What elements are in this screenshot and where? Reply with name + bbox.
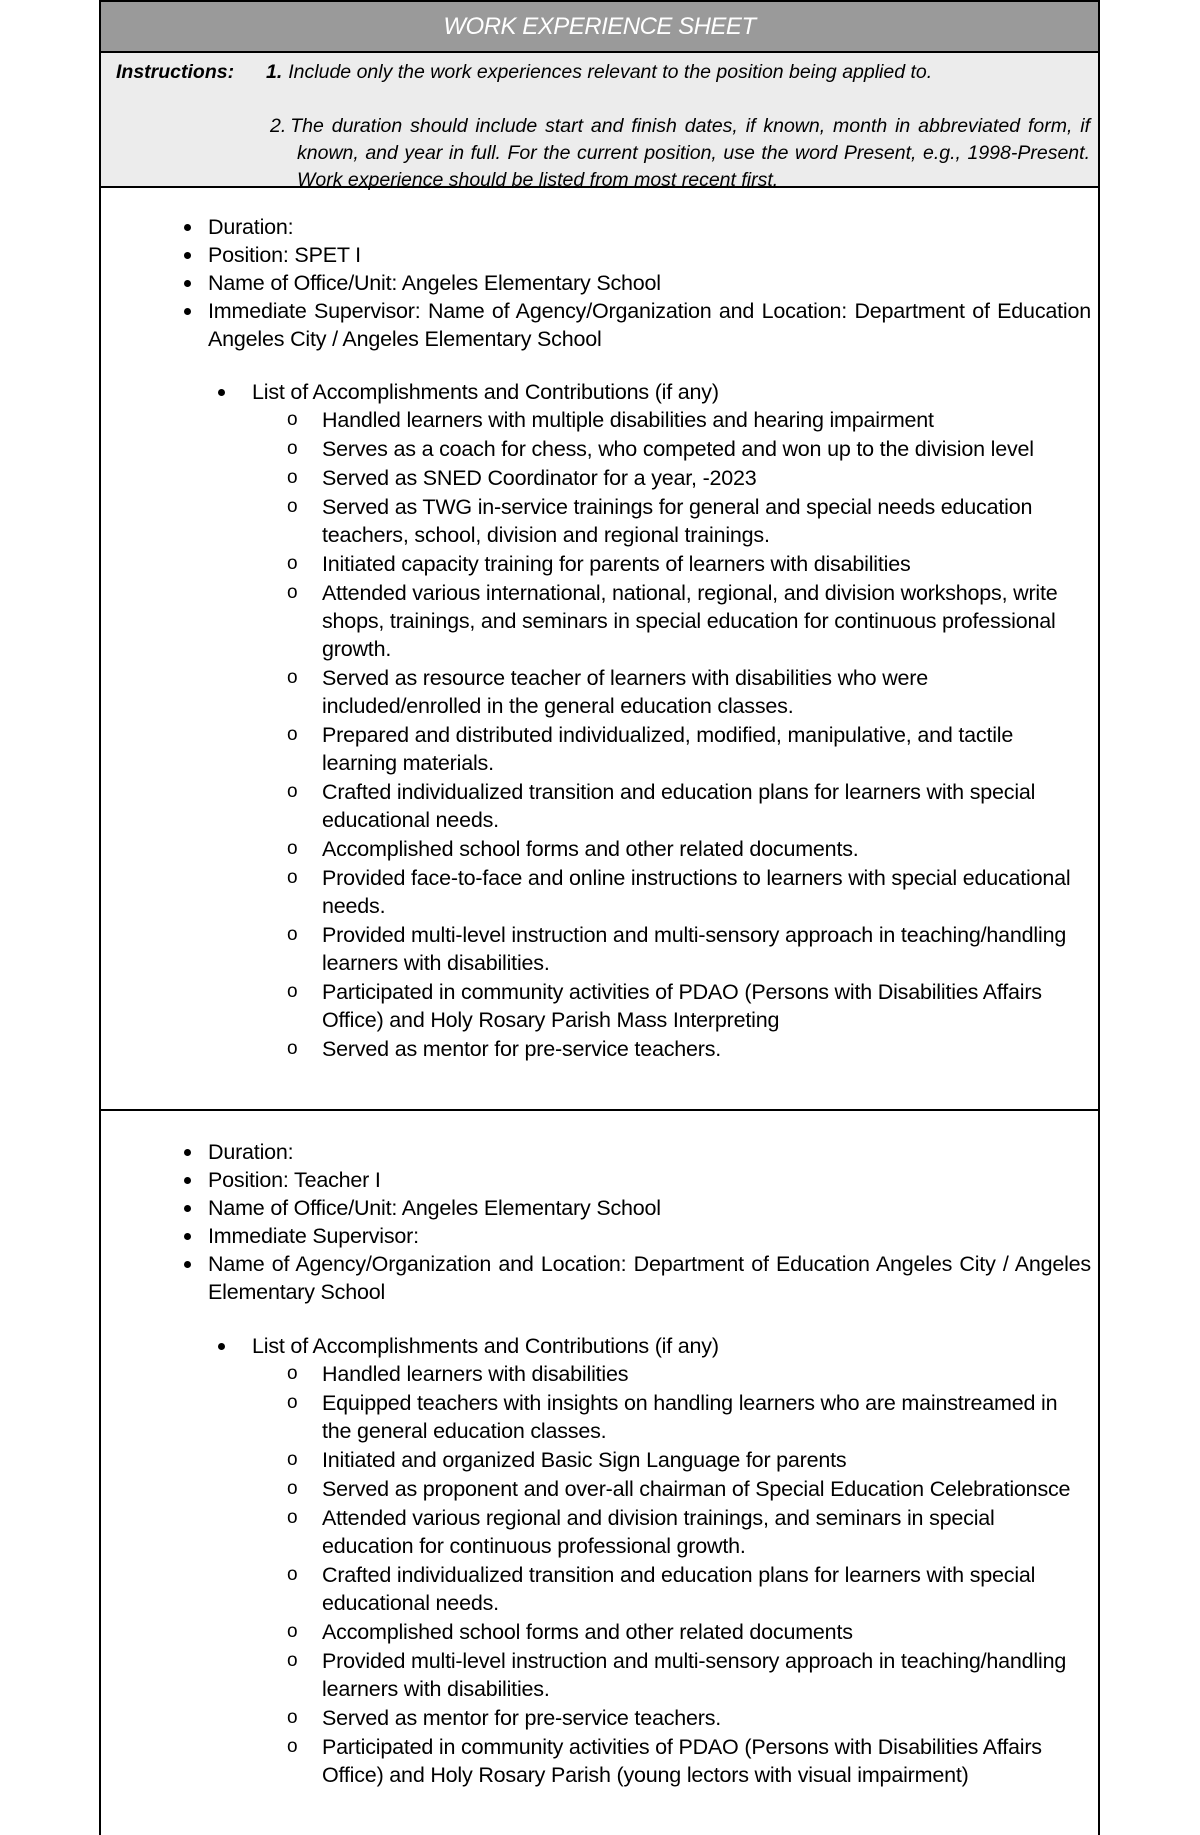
list-item: o Participated in community activities of PDAO (Persons with Disabilities Affairs Office) and Holy Rosary Parish Mass Interpreting: [101, 978, 1101, 1034]
list-item: o Served as TWG in-service trainings for general and special needs education teachers, school, division and regional trainings.: [101, 493, 1101, 549]
instructions-label: Instructions:: [116, 61, 235, 83]
list-item: o Served as mentor for pre-service teachers.: [101, 1704, 1101, 1732]
instruction-2-number: 2.: [270, 115, 287, 137]
list-item: o Initiated capacity training for parents of learners with disabilities: [101, 550, 1101, 578]
list-item: o Served as proponent and over-all chairman of Special Education Celebrationsce: [101, 1475, 1101, 1503]
instruction-item-1: [266, 61, 932, 84]
entry-2-accomplishment-list: [101, 1360, 1101, 1789]
list-item: o Served as resource teacher of learners with disabilities who were included/enrolled in the general education classes.: [101, 664, 1101, 720]
entry-1-accomplishments-label: List of Accomplishments and Contributions (if any): [101, 378, 1101, 406]
work-entry-1: [101, 188, 1098, 1111]
list-item: o Provided multi-level instruction and multi-sensory approach in teaching/handling learners with disabilities.: [101, 1647, 1101, 1703]
instruction-1-number: 1.: [266, 61, 283, 83]
entry-2-duration: Duration:: [101, 1138, 1101, 1166]
entry-1-supervisor-agency: Immediate Supervisor: Name of Agency/Organization and Location: Department of Education Angeles City / Angeles Elementary School: [101, 297, 1101, 353]
list-item: o Serves as a coach for chess, who competed and won up to the division level: [101, 435, 1101, 463]
sheet-title: WORK EXPERIENCE SHEET: [101, 2, 1098, 53]
entry-1-details: [101, 213, 1101, 353]
instructions-box: [101, 53, 1098, 191]
entry-2-accomplishments-label: List of Accomplishments and Contributions (if any): [101, 1332, 1101, 1360]
list-item: o Attended various international, national, regional, and division workshops, write shops, trainings, and seminars in special education for continuous professional growth.: [101, 579, 1101, 663]
list-item: o Crafted individualized transition and education plans for learners with special educational needs.: [101, 1561, 1101, 1617]
entry-1-position: Position: SPET I: [101, 241, 1101, 269]
list-item: o Participated in community activities of PDAO (Persons with Disabilities Affairs Office) and Holy Rosary Parish (young lectors with visual impairment): [101, 1733, 1101, 1789]
entry-1-accomplishment-list: [101, 406, 1101, 1063]
instruction-item-2: [270, 113, 1090, 194]
entry-1-duration: Duration:: [101, 213, 1101, 241]
list-item: o Served as SNED Coordinator for a year, -2023: [101, 464, 1101, 492]
list-item: o Prepared and distributed individualized, modified, manipulative, and tactile learning materials.: [101, 721, 1101, 777]
list-item: o Provided multi-level instruction and multi-sensory approach in teaching/handling learners with disabilities.: [101, 921, 1101, 977]
list-item: o Handled learners with disabilities: [101, 1360, 1101, 1388]
list-item: o Equipped teachers with insights on handling learners who are mainstreamed in the general education classes.: [101, 1389, 1101, 1445]
entry-2-details: [101, 1138, 1101, 1306]
list-item: o Attended various regional and division trainings, and seminars in special education for continuous professional growth.: [101, 1504, 1101, 1560]
list-item: o Crafted individualized transition and education plans for learners with special educational needs.: [101, 778, 1101, 834]
entry-2-position: Position: Teacher I: [101, 1166, 1101, 1194]
entry-1-office: Name of Office/Unit: Angeles Elementary School: [101, 269, 1101, 297]
entry-1-accomplishments: [101, 378, 1101, 1064]
instruction-1-text: Include only the work experiences relevant to the position being applied to.: [288, 61, 933, 83]
list-item: o Accomplished school forms and other related documents: [101, 1618, 1101, 1646]
list-item: o Provided face-to-face and online instructions to learners with special educational needs.: [101, 864, 1101, 920]
work-entry-2: [101, 1111, 1098, 1831]
list-item: o Handled learners with multiple disabilities and hearing impairment: [101, 406, 1101, 434]
work-experience-sheet: [99, 0, 1100, 1835]
list-item: o Initiated and organized Basic Sign Language for parents: [101, 1446, 1101, 1474]
entry-2-accomplishments: [101, 1332, 1101, 1790]
entry-2-agency: Name of Agency/Organization and Location: Department of Education Angeles City / Angeles Elementary School: [101, 1250, 1101, 1306]
instruction-2-text: The duration should include start and finish dates, if known, month in abbreviated form, if known, and year in full. For the current position, use the word Present, e.g., 1998-Present. Work experience should be listed from most recent first.: [290, 115, 1090, 191]
list-item: o Accomplished school forms and other related documents.: [101, 835, 1101, 863]
entry-2-supervisor: Immediate Supervisor:: [101, 1222, 1101, 1250]
list-item: o Served as mentor for pre-service teachers.: [101, 1035, 1101, 1063]
entry-2-office: Name of Office/Unit: Angeles Elementary School: [101, 1194, 1101, 1222]
